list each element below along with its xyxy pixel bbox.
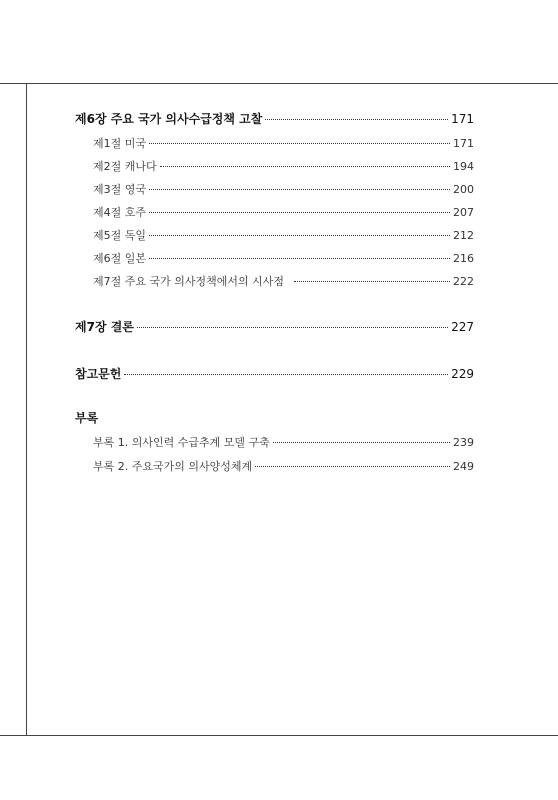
toc-page-number: 216 (453, 252, 474, 265)
toc-section-title: 제7절 주요 국가 의사정책에서의 시사점 (93, 275, 284, 288)
toc-page-number: 171 (453, 137, 474, 150)
toc-leader-dots (137, 315, 448, 328)
toc-section-title: 부록 2. 주요국가의 의사양성체계 (93, 460, 253, 473)
toc-chapter-title: 제6장 주요 국가 의사수급정책 고찰 (75, 112, 263, 126)
toc-page-number: 171 (451, 112, 474, 126)
toc-page-number: 207 (453, 206, 474, 219)
toc-section-6-1[interactable] (93, 135, 474, 151)
toc-section-6-2[interactable] (93, 158, 474, 174)
toc-page-number: 227 (451, 320, 474, 334)
toc-section-title: 제4절 호주 (93, 206, 146, 219)
toc-page-number: 200 (453, 183, 474, 196)
toc-page-number: 194 (453, 160, 474, 173)
toc-leader-dots (265, 107, 448, 120)
toc-page-number: 249 (453, 460, 474, 473)
toc-leader-dots (149, 224, 450, 236)
toc-leader-dots (149, 132, 450, 144)
toc-appendix-heading: 부록 (75, 411, 99, 425)
toc-leader-dots (160, 155, 450, 167)
toc-chapter-title: 제7장 결론 (75, 320, 134, 334)
toc-page-number: 212 (453, 229, 474, 242)
toc-page-number: 229 (451, 367, 474, 381)
toc-leader-dots (149, 247, 450, 259)
toc-chapter-7[interactable] (75, 318, 474, 335)
toc-chapter-title: 참고문헌 (75, 367, 122, 381)
toc-references[interactable] (75, 365, 474, 382)
toc-page-number: 222 (453, 275, 474, 288)
toc-leader-dots (149, 201, 450, 213)
toc-section-title: 제5절 독일 (93, 229, 146, 242)
toc-section-6-6[interactable] (93, 250, 474, 266)
toc-section-title: 부록 1. 의사인력 수급추계 모델 구축 (93, 436, 270, 449)
toc-chapter-6[interactable] (75, 110, 474, 127)
toc-section-title: 제3절 영국 (93, 183, 146, 196)
toc-leader-dots (294, 270, 450, 282)
toc-appendix-1[interactable] (93, 434, 474, 450)
toc-leader-dots (149, 178, 450, 190)
toc-leader-dots (273, 431, 450, 443)
toc-appendix-2[interactable] (93, 458, 474, 474)
toc-leader-dots (255, 455, 450, 467)
toc-section-6-7[interactable] (93, 273, 474, 289)
toc-page-number: 239 (453, 436, 474, 449)
toc-section-title: 제2절 캐나다 (93, 160, 157, 173)
toc-section-title: 제1절 미국 (93, 137, 146, 150)
toc-section-6-3[interactable] (93, 181, 474, 197)
toc-leader-dots (124, 362, 448, 375)
toc-section-6-5[interactable] (93, 227, 474, 243)
toc-section-6-4[interactable] (93, 204, 474, 220)
toc-section-title: 제6절 일본 (93, 252, 146, 265)
